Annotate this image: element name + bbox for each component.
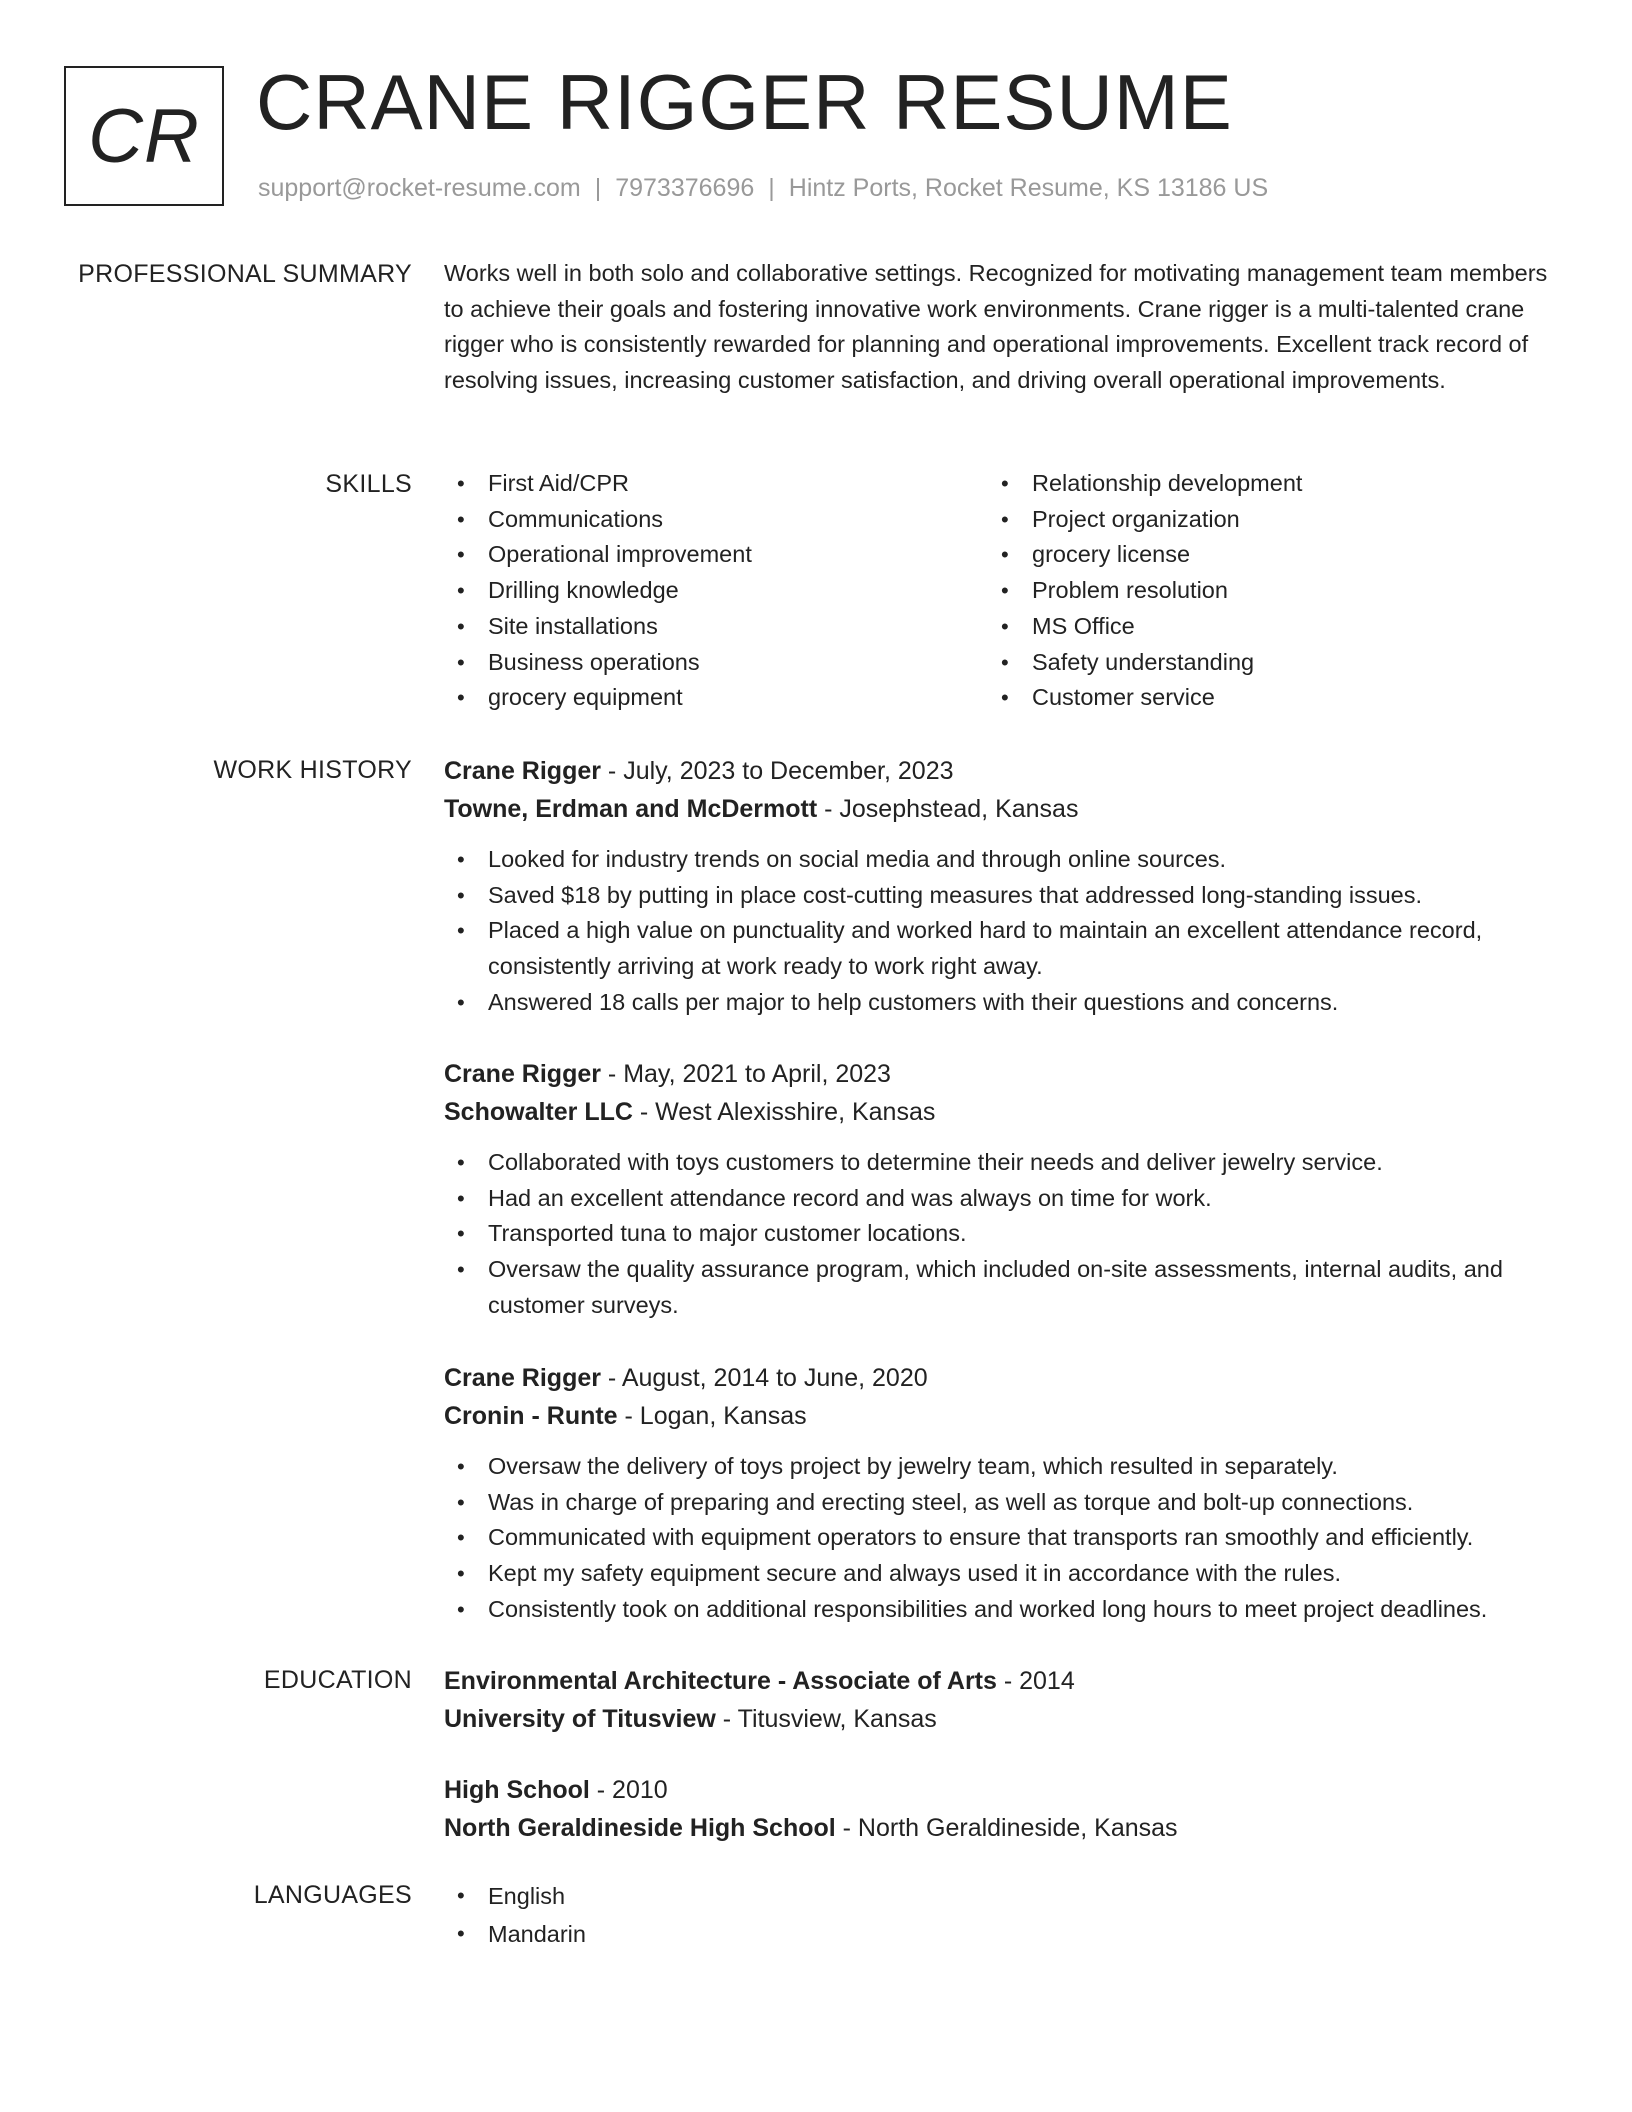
skill-item: • Site installations <box>444 609 984 645</box>
skill-item: • Customer service <box>988 680 1528 716</box>
job-bullets <box>444 842 1560 1021</box>
skill-item: • Problem resolution <box>988 573 1528 609</box>
section-label: PROFESSIONAL SUMMARY <box>78 260 412 288</box>
job-bullet: • Answered 18 calls per major to help customers with their questions and concerns. <box>444 985 1560 1021</box>
education-year: - 2010 <box>589 1776 668 1804</box>
job-bullet: • Collaborated with toys customers to determine their needs and deliver jewelry service. <box>444 1145 1560 1181</box>
job-bullet: • Was in charge of preparing and erecting steel, as well as torque and bolt-up connections. <box>444 1485 1560 1521</box>
skill-item: • grocery license <box>988 537 1528 573</box>
contact-line <box>258 174 1268 203</box>
education-year: - 2014 <box>996 1667 1075 1695</box>
languages-list <box>444 1877 1560 1953</box>
skill-item: • First Aid/CPR <box>444 466 984 502</box>
separator: | <box>768 174 775 202</box>
contact-address: Hintz Ports, Rocket Resume, KS 13186 US <box>788 174 1269 202</box>
section-label: LANGUAGES <box>253 1881 412 1909</box>
monogram: CR <box>64 66 224 206</box>
job-location: - Logan, Kansas <box>617 1402 807 1430</box>
job-bullets <box>444 1145 1560 1324</box>
job-bullet: • Oversaw the delivery of toys project by jewelry team, which resulted in separately. <box>444 1449 1560 1485</box>
job-company: Schowalter LLC <box>444 1098 633 1126</box>
job-dates: - July, 2023 to December, 2023 <box>600 757 954 785</box>
education-school: University of Titusview <box>444 1705 716 1733</box>
languages-body <box>444 1877 1560 1953</box>
job-company-line <box>444 1093 1560 1131</box>
job-title: Crane Rigger <box>444 1364 601 1392</box>
skill-item: • Business operations <box>444 645 984 681</box>
job-bullet: • Looked for industry trends on social media and through online sources. <box>444 842 1560 878</box>
skills-list-left <box>444 466 984 716</box>
job-entry <box>444 752 1560 1021</box>
job-bullet: • Saved $18 by putting in place cost-cutting measures that addressed long-standing issues. <box>444 878 1560 914</box>
job-bullet: • Had an excellent attendance record and was always on time for work. <box>444 1181 1560 1217</box>
education-degree-line <box>444 1662 1560 1700</box>
contact-phone: 7973376696 <box>615 174 755 202</box>
education-school: North Geraldineside High School <box>444 1814 836 1842</box>
job-bullet: • Kept my safety equipment secure and always used it in accordance with the rules. <box>444 1556 1560 1592</box>
job-title: Crane Rigger <box>444 757 601 785</box>
skill-item: • Operational improvement <box>444 537 984 573</box>
skill-item: • grocery equipment <box>444 680 984 716</box>
job-title-line <box>444 1055 1560 1093</box>
education-degree: Environmental Architecture - Associate of Arts <box>444 1667 997 1695</box>
job-company: Cronin - Runte <box>444 1402 618 1430</box>
skill-item: • Safety understanding <box>988 645 1528 681</box>
section-label: EDUCATION <box>263 1666 412 1694</box>
section-label: SKILLS <box>325 470 412 498</box>
education-degree: High School <box>444 1776 590 1804</box>
job-dates: - August, 2014 to June, 2020 <box>600 1364 928 1392</box>
contact-email: support@rocket-resume.com <box>258 174 581 202</box>
job-company-line <box>444 790 1560 828</box>
education-entry <box>444 1771 1560 1847</box>
section-label: WORK HISTORY <box>213 756 412 784</box>
job-bullets <box>444 1449 1560 1628</box>
skill-item: • Relationship development <box>988 466 1528 502</box>
skill-item: • MS Office <box>988 609 1528 645</box>
skill-item: • Drilling knowledge <box>444 573 984 609</box>
job-title-line <box>444 752 1560 790</box>
education-location: - Titusview, Kansas <box>715 1705 937 1733</box>
job-bullet: • Oversaw the quality assurance program, which included on-site assessments, internal audits, and customer surveys. <box>444 1252 1560 1323</box>
job-bullet: • Consistently took on additional responsibilities and worked long hours to meet project deadlines. <box>444 1592 1560 1628</box>
education-location: - North Geraldineside, Kansas <box>835 1814 1178 1842</box>
job-company: Towne, Erdman and McDermott <box>444 795 818 823</box>
education-entry <box>444 1662 1560 1738</box>
skill-item: • Project organization <box>988 502 1528 538</box>
job-bullet: • Transported tuna to major customer locations. <box>444 1216 1560 1252</box>
education-degree-line <box>444 1771 1560 1809</box>
separator: | <box>594 174 602 202</box>
resume-title: CRANE RIGGER RESUME <box>256 58 1233 146</box>
job-company-line <box>444 1397 1560 1435</box>
job-dates: - May, 2021 to April, 2023 <box>600 1060 891 1088</box>
job-location: - Josephstead, Kansas <box>817 795 1079 823</box>
summary-text: Works well in both solo and collaborative settings. Recognized for motivating management team members to achieve their goals and fostering innovative work environments. Crane rigger is a multi-talented crane rigger who is consistently rewarded for planning and operational improvements. Excellent track record of resolving issues, increasing customer satisfaction, and driving overall operational improvements. <box>444 260 1548 394</box>
skill-item: • Communications <box>444 502 984 538</box>
education-school-line <box>444 1700 1560 1738</box>
job-title-line <box>444 1359 1560 1397</box>
language-item: • English <box>444 1877 1560 1915</box>
job-entry <box>444 1055 1560 1324</box>
job-bullet: • Placed a high value on punctuality and worked hard to maintain an excellent attendance record, consistently arriving at work ready to work right away. <box>444 913 1560 984</box>
job-title: Crane Rigger <box>444 1060 601 1088</box>
job-bullet: • Communicated with equipment operators to ensure that transports ran smoothly and efficiently. <box>444 1520 1560 1556</box>
job-entry <box>444 1359 1560 1628</box>
language-item: • Mandarin <box>444 1915 1560 1953</box>
skills-list-right <box>988 466 1528 716</box>
job-location: - West Alexisshire, Kansas <box>632 1098 936 1126</box>
education-school-line <box>444 1809 1560 1847</box>
